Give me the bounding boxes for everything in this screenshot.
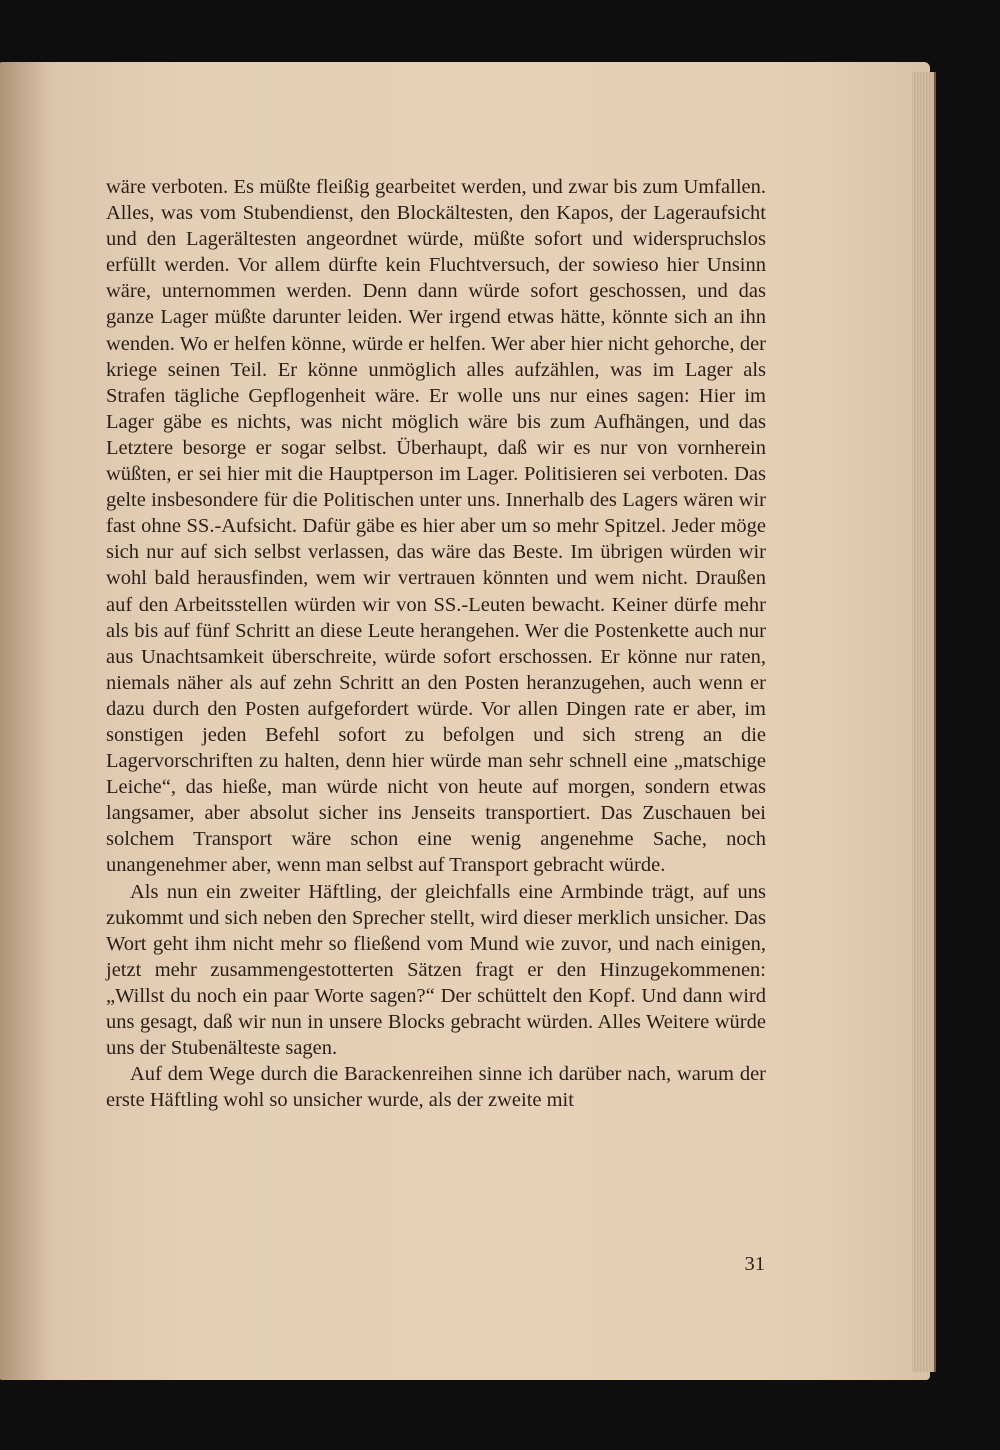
page-stack-edge <box>912 72 936 1372</box>
paragraph-1: wäre verboten. Es müßte fleißig gearbeitet werden, und zwar bis zum Umfallen. Alles, was vom Stubendienst, den Blockältesten, den Kapos, der Lageraufsicht und den Lagerältesten angeordnet würde, müßte sofort und widerspruchslos erfüllt werden. Vor allem dürfte kein Fluchtversuch, der sowieso hier Unsinn wäre, unternommen werden. Denn dann würde sofort geschossen, und das ganze Lager müßte darunter leiden. Wer irgend etwas hätte, könnte sich an ihn wenden. Wo er helfen könne, würde er helfen. Wer aber hier nicht gehorche, der kriege seinen Teil. Er könne unmöglich alles aufzählen, was im Lager als Strafen tägliche Gepflogenheit wäre. Er wolle uns nur eines sagen: Hier im Lager gäbe es nichts, was nicht möglich wäre bis zum Aufhängen, und das Letztere besorge er sogar selbst. Überhaupt, daß wir es nur von vornherein wüßten, er sei hier mit die Hauptperson im Lager. Politisieren sei verboten. Das gelte insbesondere für die Politischen unter uns. Innerhalb des Lagers wären wir fast ohne SS.-Aufsicht. Dafür gäbe es hier aber um so mehr Spitzel. Jeder möge sich nur auf sich selbst verlassen, das wäre das Beste. Im übrigen würden wir wohl bald herausfinden, wem wir vertrauen könnten und wem nicht. Draußen auf den Arbeitsstellen würden wir von SS.-Leuten bewacht. Keiner dürfe mehr als bis auf fünf Schritt an diese Leute herangehen. Wer die Postenkette auch nur aus Unachtsamkeit überschreite, würde sofort erschossen. Er könne nur raten, niemals näher als auf zehn Schritt an den Posten heranzugehen, auch wenn er dazu durch den Posten aufgefordert würde. Vor allen Dingen rate er aber, im sonstigen jeden Befehl sofort zu befolgen und sich streng an die Lagervorschriften zu halten, denn hier würde man sehr schnell eine „matschige Leiche“, das hieße, man würde nicht von heute auf morgen, sondern etwas langsamer, aber absolut sicher ins Jenseits transportiert. Das Zuschauen bei solchem Transport wäre schon eine wenig angenehme Sache, noch unangenehmer aber, wenn man selbst auf Transport gebracht würde. <box>106 176 766 877</box>
paragraph-3: Auf dem Wege durch die Barackenreihen sinne ich darüber nach, warum der erste Häftling wohl so unsicher wurde, als der zweite mit <box>106 1063 766 1112</box>
paragraph-2: Als nun ein zweiter Häftling, der gleichfalls eine Armbinde trägt, auf uns zukommt und sich neben den Sprecher stellt, wird dieser merklich unsicher. Das Wort geht ihm nicht mehr so fließend vom Mund wie zuvor, und nach einigen, jetzt mehr zusammengestotterten Sätzen fragt er den Hinzugekommenen: „Willst du noch ein paar Worte sagen?“ Der schüttelt den Kopf. Und dann wird uns gesagt, daß wir nun in unsere Blocks gebracht würden. Alles Weitere würde uns der Stubenälteste sagen. <box>106 880 766 1060</box>
binding-shadow <box>0 62 48 1380</box>
body-text <box>106 174 766 1113</box>
page-number: 31 <box>744 1253 765 1275</box>
